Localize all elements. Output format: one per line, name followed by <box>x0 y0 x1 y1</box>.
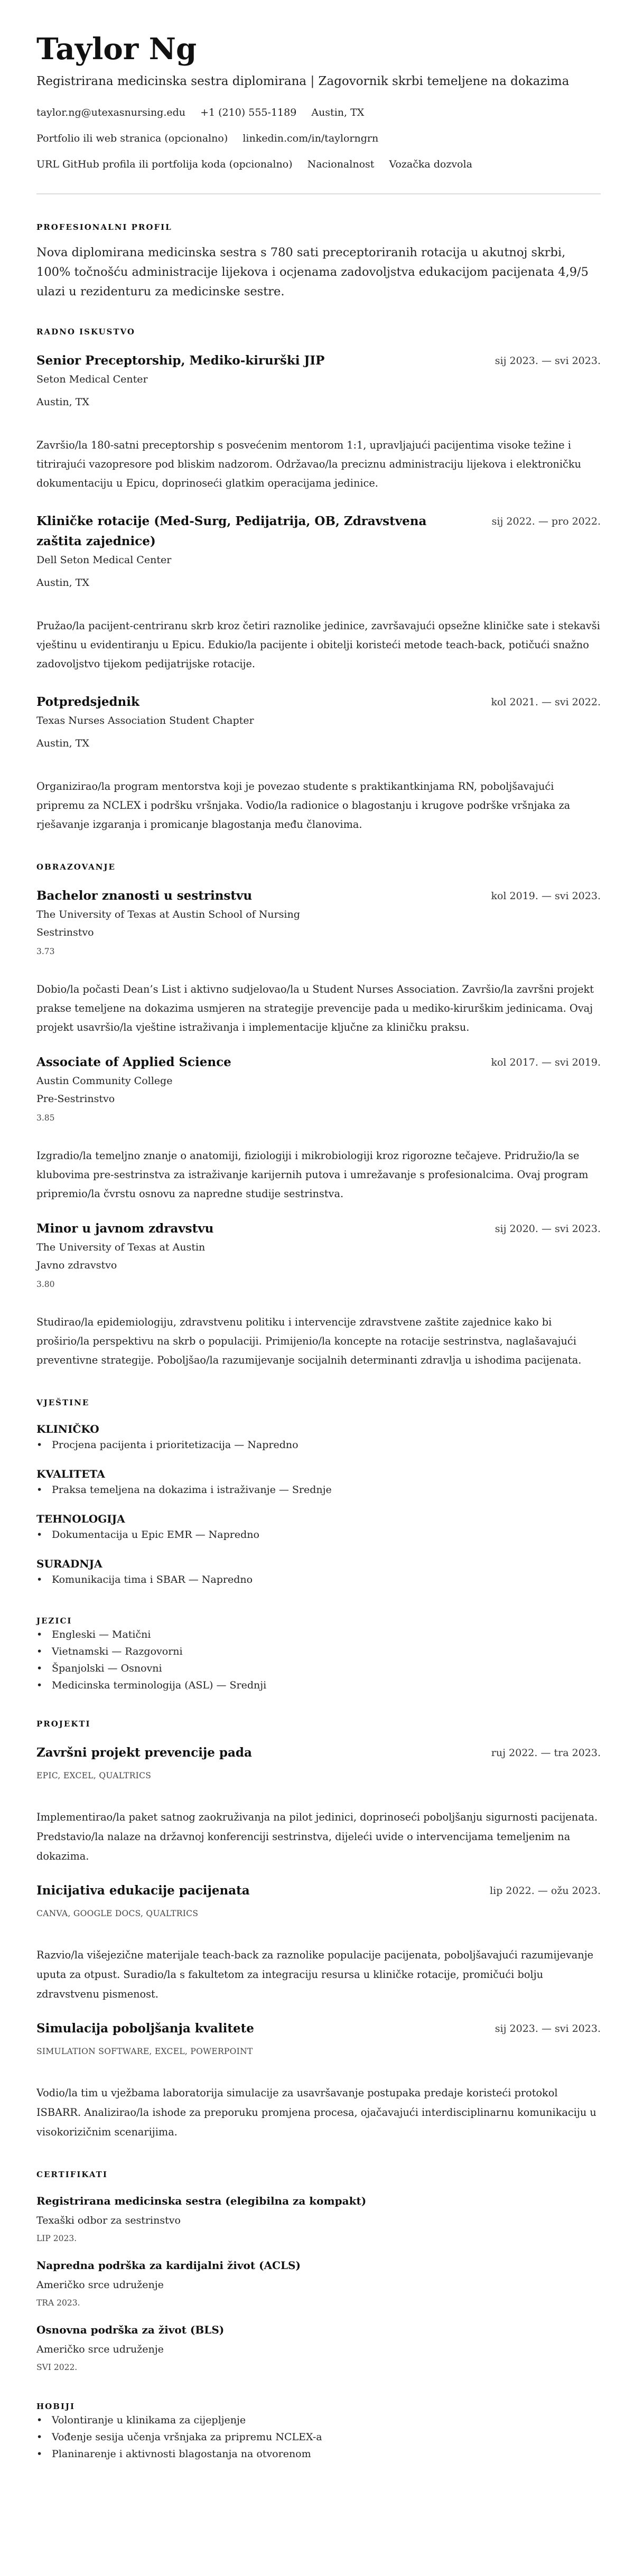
job-location: Austin, TX <box>36 396 89 408</box>
certificate-issuer: Američko srce udruženje <box>36 2279 164 2291</box>
certificate-issuer: Američko srce udruženje <box>36 2344 164 2355</box>
certificate-issuer: Texaški odbor za sestrinstvo <box>36 2215 181 2226</box>
certificate-item <box>36 2257 601 2309</box>
section-title: PROFESIONALNI PROFIL <box>36 222 172 232</box>
certificate-date: LIP 2023. <box>36 2234 77 2243</box>
phone-link[interactable]: +1 (210) 555-1189 <box>200 107 297 118</box>
project-description: Implementirao/la paket satnog zaokruživanja na pilot jedinici, doprinoseći poboljšanju sigurnosti pacijenata. Predstavio/la nalaze na državnoj konferenciji sestrinstva, dijeleći uvide o intervencijama temeljenim na dokazima. <box>36 1811 598 1862</box>
email-link[interactable]: taylor.ng@utexasnursing.edu <box>36 107 186 118</box>
certificate-title: Napredna podrška za kardijalni život (ACLS) <box>36 2259 301 2272</box>
job-description: Organizirao/la program mentorstva koji je povezao studente s praktikantkinjama RN, poboljšavajući pripremu za NCLEX i podršku vršnjaka. Vodio/la radionice o blagostanju i krugove podrške vršnjaka za rješavanje izgaranja i promicanje blagostanja među članovima. <box>36 780 571 830</box>
contact-row <box>36 105 601 120</box>
gpa: 3.85 <box>36 1113 55 1123</box>
github-link[interactable]: URL GitHub profila ili portfolija koda (opcionalno) <box>36 158 293 170</box>
field-of-study: Sestrinstvo <box>36 927 94 938</box>
education-description: Studirao/la epidemiologiju, zdravstvenu politiku i intervencije zdravstvene zaštite zajednice kako bi proširio/la perspektivu na skrb o populaciji. Primijenio/la koncepte na rotacije sestrinstva, naglašavajući preventivne strategije. Poboljšao/la razumijevanje socijalnih determinanti zdravlja u ishodima pacijenata. <box>36 1316 582 1366</box>
job-location: Austin, TX <box>36 577 89 589</box>
degree-title: Associate of Applied Science <box>36 1055 231 1069</box>
profile-section <box>36 222 601 302</box>
education-dates: sij 2020. — svi 2023. <box>495 1223 601 1235</box>
location-text: Austin, TX <box>311 107 365 118</box>
skill-item: • Praksa temeljena na dokazima i istraživanje — Srednje <box>36 1481 601 1498</box>
nationality-text: Nacionalnost <box>307 158 375 170</box>
certificate-item <box>36 2322 601 2374</box>
language-list <box>36 1626 601 1694</box>
language-item: • Engleski — Matični <box>36 1626 601 1643</box>
skill-list <box>36 1526 601 1543</box>
certificate-title: Registrirana medicinska sestra (elegibilna za kompakt) <box>36 2195 367 2207</box>
languages-section <box>36 1616 601 1694</box>
certificate-item <box>36 2193 601 2245</box>
school-name: The University of Texas at Austin <box>36 1242 206 1253</box>
headline: Registrirana medicinska sestra diplomirana | Zagovornik skrbi temeljene na dokazima <box>36 74 570 88</box>
profile-summary: Nova diplomirana medicinska sestra s 780 sati preceptoriranih rotacija u akutnoj skrbi, 100% točnošću administracije lijekova i ocjenama zadovoljstva edukacijom pacijenata 4,9/5 ulazi u rezidenturu za medicinske sestre. <box>36 246 589 298</box>
job-dates: sij 2022. — pro 2022. <box>491 516 601 527</box>
experience-item <box>36 511 601 674</box>
education-dates: kol 2017. — svi 2019. <box>491 1057 601 1068</box>
skill-list <box>36 1481 601 1498</box>
section-title: JEZICI <box>36 1616 72 1626</box>
project-title: Simulacija poboljšanja kvalitete <box>36 2021 254 2036</box>
linkedin-link[interactable]: linkedin.com/in/taylorngrn <box>243 133 379 144</box>
skill-list <box>36 1436 601 1453</box>
project-description: Vodio/la tim u vježbama laboratorija simulacije za usavršavanje postupaka predaje koristeći protokol ISBARR. Analizirao/la ishode za preporuku promjena procesa, ojačavajući interdisciplinarnu komunikaciju u visokorizičnim scenarijima. <box>36 2087 596 2138</box>
skill-item: • Procjena pacijenta i prioritetizacija — Napredno <box>36 1436 601 1453</box>
skill-item: • Dokumentacija u Epic EMR — Napredno <box>36 1526 601 1543</box>
job-organization: Dell Seton Medical Center <box>36 554 172 566</box>
projects-section <box>36 1719 601 2142</box>
education-description: Dobio/la počasti Dean’s List i aktivno sudjelovao/la u Student Nurses Association. Završio/la završni projekt prakse temeljene na dokazima usmjeren na strategije prevencije pada u mediko-kirurškim jedinicama. Ovaj projekt usavršio/la vještine istraživanja i implementacije ključne za kliničku praksu. <box>36 983 594 1033</box>
job-organization: Texas Nurses Association Student Chapter <box>36 715 254 726</box>
language-item: • Vietnamski — Razgovorni <box>36 1643 601 1660</box>
skill-list <box>36 1571 601 1588</box>
project-item <box>36 2019 601 2142</box>
school-name: The University of Texas at Austin School of Nursing <box>36 909 300 920</box>
skill-category: KVALITETA <box>36 1468 105 1480</box>
resume-header <box>36 32 601 172</box>
degree-title: Bachelor znanosti u sestrinstvu <box>36 889 253 903</box>
project-tech: CANVA, GOOGLE DOCS, QUALTRICS <box>36 1909 199 1918</box>
language-item: • Medicinska terminologija (ASL) — Srednji <box>36 1677 601 1694</box>
job-organization: Seton Medical Center <box>36 374 148 385</box>
field-of-study: Javno zdravstvo <box>36 1259 117 1271</box>
contact-row <box>36 156 601 172</box>
hobby-item: • Planinarenje i aktivnosti blagostanja na otvorenom <box>36 2446 601 2462</box>
hobbies-section <box>36 2401 601 2462</box>
header-divider <box>36 193 601 194</box>
job-description: Pružao/la pacijent-centriranu skrb kroz četiri raznolike jedinice, završavajući opsežne kliničke sate i stekavši vještinu u evidentiranju u Epicu. Edukio/la pacijente i obitelji koristeći metode teach-back, potičući snažno zadovoljstvo tijekom pedijatrijske rotacije. <box>36 620 600 670</box>
job-dates: sij 2023. — svi 2023. <box>495 355 601 367</box>
experience-item <box>36 351 601 493</box>
section-title: HOBIJI <box>36 2402 76 2411</box>
experience-item <box>36 692 601 834</box>
education-item <box>36 1219 601 1370</box>
certificate-title: Osnovna podrška za život (BLS) <box>36 2323 225 2336</box>
experience-section <box>36 326 601 834</box>
project-title: Završni projekt prevencije pada <box>36 1746 252 1760</box>
skill-category: TEHNOLOGIJA <box>36 1513 125 1525</box>
field-of-study: Pre-Sestrinstvo <box>36 1093 115 1105</box>
skill-item: • Komunikacija tima i SBAR — Napredno <box>36 1571 601 1588</box>
language-item: • Španjolski — Osnovni <box>36 1660 601 1677</box>
hobby-item: • Volontiranje u klinikama za cijepljenje <box>36 2412 601 2429</box>
portfolio-link[interactable]: Portfolio ili web stranica (opcionalno) <box>36 133 228 144</box>
candidate-name: Taylor Ng <box>36 32 197 67</box>
skill-category: SURADNJA <box>36 1557 102 1570</box>
job-title: Potpredsjednik <box>36 695 139 709</box>
project-tech: SIMULATION SOFTWARE, EXCEL, POWERPOINT <box>36 2047 253 2056</box>
certificate-date: SVI 2022. <box>36 2363 78 2372</box>
gpa: 3.80 <box>36 1280 55 1289</box>
hobby-item: • Vođenje sesija učenja vršnjaka za pripremu NCLEX-a <box>36 2429 601 2446</box>
job-location: Austin, TX <box>36 738 89 749</box>
project-title: Inicijativa edukacije pacijenata <box>36 1883 250 1898</box>
project-item <box>36 1743 601 1866</box>
section-title: PROJEKTI <box>36 1719 91 1729</box>
project-item <box>36 1881 601 2004</box>
contact-row <box>36 130 601 146</box>
degree-title: Minor u javnom zdravstvu <box>36 1221 214 1236</box>
project-dates: ruj 2022. — tra 2023. <box>491 1747 601 1759</box>
project-dates: lip 2022. — ožu 2023. <box>490 1885 601 1897</box>
education-item <box>36 886 601 1037</box>
gpa: 3.73 <box>36 947 55 956</box>
skills-section <box>36 1397 601 1588</box>
project-tech: EPIC, EXCEL, QUALTRICS <box>36 1771 152 1780</box>
certificates-section <box>36 2169 601 2374</box>
job-description: Završio/la 180-satni preceptorship s posvećenim mentorom 1:1, upravljajući pacijentima visoke težine i titrirajući vazopresore pod bliskim nadzorom. Održavao/la preciznu administraciju lijekova i elektroničku dokumentaciju u Epicu, doprinoseći glatkim operacijama jedinice. <box>36 439 581 489</box>
education-section <box>36 862 601 1370</box>
section-title: RADNO ISKUSTVO <box>36 327 135 337</box>
section-title: OBRAZOVANJE <box>36 862 116 872</box>
project-dates: sij 2023. — svi 2023. <box>495 2023 601 2034</box>
drivers-license-text: Vozačka dozvola <box>389 158 472 170</box>
certificate-date: TRA 2023. <box>36 2298 80 2308</box>
job-title: Kliničke rotacije (Med-Surg, Pedijatrija, OB, Zdravstvena zaštita zajednice) <box>36 514 427 548</box>
section-title: CERTIFIKATI <box>36 2170 108 2179</box>
section-title: VJEŠTINE <box>36 1398 90 1407</box>
skill-category: KLINIČKO <box>36 1423 99 1435</box>
job-dates: kol 2021. — svi 2022. <box>491 696 601 708</box>
job-title: Senior Preceptorship, Mediko-kirurški JIP <box>36 353 325 368</box>
education-dates: kol 2019. — svi 2023. <box>491 890 601 902</box>
hobby-list <box>36 2412 601 2462</box>
project-description: Razvio/la višejezične materijale teach-back za raznolike populacije pacijenata, poboljšavajući razumijevanje uputa za otpust. Suradio/la s fakultetom za integraciju resursa u kliničke rotacije, promičući bolju zdravstvenu pismenost. <box>36 1949 594 2000</box>
education-description: Izgradio/la temeljno znanje o anatomiji, fiziologiji i mikrobiologiji kroz rigorozne tečajeve. Pridružio/la se klubovima pre-sestrinstva za istraživanje karijernih putova i umrežavanje s profesionalcima. Ovaj program pripremio/la čvrstu osnovu za napredne studije sestrinstva. <box>36 1150 589 1200</box>
education-item <box>36 1052 601 1203</box>
school-name: Austin Community College <box>36 1075 173 1087</box>
